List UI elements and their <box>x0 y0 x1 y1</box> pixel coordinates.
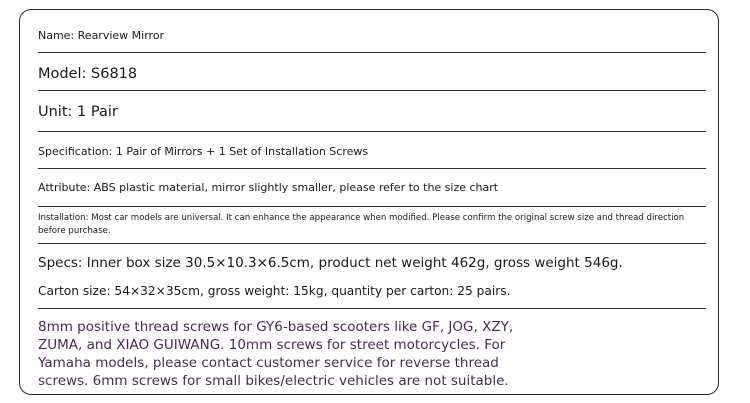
product-specification: Specification: 1 Pair of Mirrors + 1 Set of Installation Screws <box>38 145 369 158</box>
divider <box>38 90 706 91</box>
divider <box>38 308 706 309</box>
product-unit: Unit: 1 Pair <box>38 104 118 120</box>
divider <box>38 168 706 169</box>
installation-note: Installation: Most car models are universal. It can enhance the appearance when modified. Please confirm the original screw size and thread direction before purchase. <box>38 213 685 236</box>
product-attribute: Attribute: ABS plastic material, mirror slightly smaller, please refer to the size chart <box>38 181 499 194</box>
divider <box>38 52 706 53</box>
divider <box>38 131 706 132</box>
product-name: Name: Rearview Mirror <box>38 29 165 42</box>
carton-size: Carton size: 54×32×35cm, gross weight: 15kg, quantity per carton: 25 pairs. <box>38 284 511 298</box>
screw-compatibility-note: 8mm positive thread screws for GY6-based scooters like GF, JOG, XZY, ZUMA, and XIAO GUIWANG. 10mm screws for street motorcycles. For Yamaha models, please contact customer service for reverse thread screws. 6mm screws for small bikes/electric vehicles are not suitable. <box>38 319 514 389</box>
product-model: Model: S6818 <box>38 66 138 82</box>
divider <box>38 243 706 244</box>
divider <box>38 206 706 207</box>
box-specs: Specs: Inner box size 30.5×10.3×6.5cm, product net weight 462g, gross weight 546g. <box>38 255 623 271</box>
